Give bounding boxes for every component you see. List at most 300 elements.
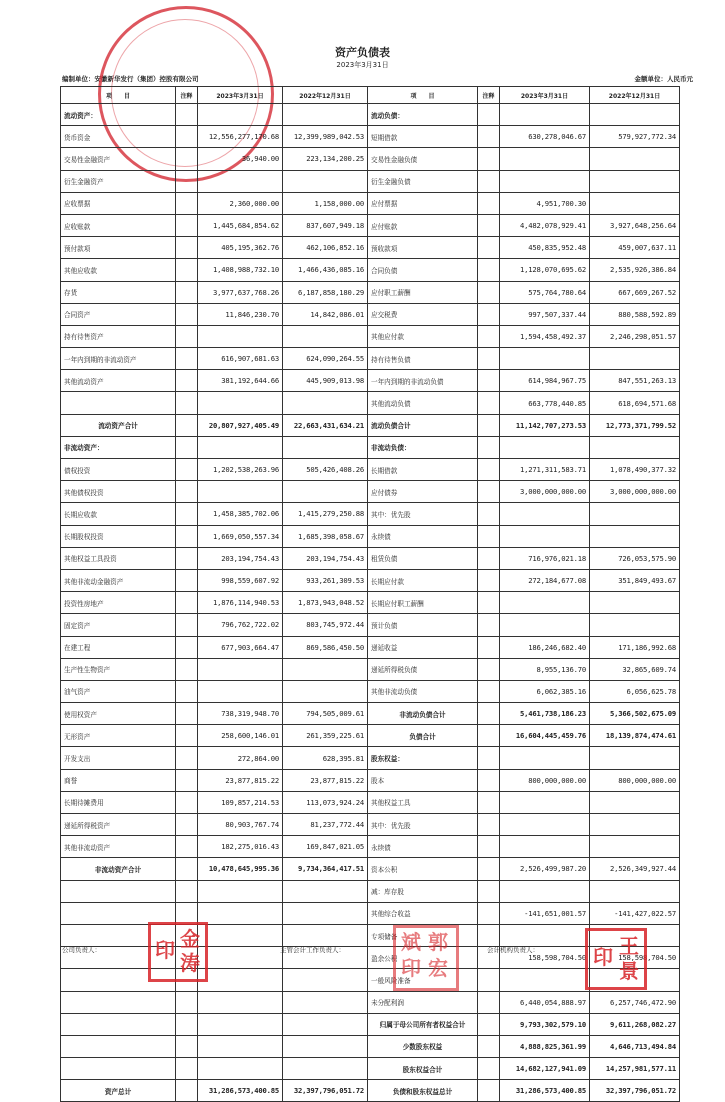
table-row — [61, 392, 680, 414]
asset-note-cell — [176, 281, 198, 303]
asset-item-label — [61, 880, 176, 902]
liability-current-value: 11,142,707,273.53 — [500, 414, 590, 436]
asset-note-cell — [176, 636, 198, 658]
liability-current-value: 663,778,440.85 — [500, 392, 590, 414]
liability-item-label: 应付职工薪酬 — [368, 281, 478, 303]
liability-current-value — [500, 148, 590, 170]
liability-prior-value — [590, 436, 680, 458]
liability-prior-value: 726,053,575.90 — [590, 547, 680, 569]
asset-prior-value: 445,909,013.98 — [283, 370, 368, 392]
asset-note-cell — [176, 814, 198, 836]
asset-prior-value — [283, 880, 368, 902]
asset-item-label: 流动资产合计 — [61, 414, 176, 436]
asset-current-value: 796,762,722.02 — [198, 614, 283, 636]
table-row — [61, 1080, 680, 1102]
liability-note-cell — [478, 192, 500, 214]
asset-current-value: 1,408,988,732.10 — [198, 259, 283, 281]
asset-note-cell — [176, 503, 198, 525]
liability-note-cell — [478, 1080, 500, 1102]
asset-note-cell — [176, 348, 198, 370]
asset-prior-value: 223,134,200.25 — [283, 148, 368, 170]
liability-prior-value: 32,865,609.74 — [590, 658, 680, 680]
asset-prior-value: 794,505,009.61 — [283, 703, 368, 725]
table-row — [61, 547, 680, 569]
asset-note-cell — [176, 237, 198, 259]
asset-current-value: 11,846,230.70 — [198, 303, 283, 325]
asset-current-value: 31,286,573,400.85 — [198, 1080, 283, 1102]
table-row — [61, 259, 680, 281]
asset-current-value — [198, 947, 283, 969]
liability-note-cell — [478, 769, 500, 791]
liability-note-cell — [478, 348, 500, 370]
liability-item-label: 持有待售负债 — [368, 348, 478, 370]
liability-prior-value: 2,246,298,051.57 — [590, 325, 680, 347]
asset-note-cell — [176, 1013, 198, 1035]
asset-item-label: 预付款项 — [61, 237, 176, 259]
asset-note-cell — [176, 104, 198, 126]
liability-item-label: 短期借款 — [368, 126, 478, 148]
liability-current-value: 1,594,458,492.37 — [500, 325, 590, 347]
liability-prior-value: 6,257,746,472.90 — [590, 991, 680, 1013]
asset-item-label: 其他非流动资产 — [61, 836, 176, 858]
asset-current-value — [198, 104, 283, 126]
seal-char: 宏 — [428, 956, 448, 980]
liability-note-cell — [478, 814, 500, 836]
liability-prior-value: 32,397,796,051.72 — [590, 1080, 680, 1102]
asset-prior-value: 22,663,431,634.21 — [283, 414, 368, 436]
liability-current-value — [500, 436, 590, 458]
asset-note-cell — [176, 569, 198, 591]
asset-prior-value: 803,745,972.44 — [283, 614, 368, 636]
asset-prior-value: 12,399,989,042.53 — [283, 126, 368, 148]
asset-prior-value: 261,359,225.61 — [283, 725, 368, 747]
liability-item-label: 衍生金融负债 — [368, 170, 478, 192]
table-row — [61, 703, 680, 725]
table-row — [61, 880, 680, 902]
seal-jin-tao — [148, 922, 208, 982]
table-row — [61, 525, 680, 547]
liability-note-cell — [478, 1035, 500, 1057]
liability-item-label: 其他应付款 — [368, 325, 478, 347]
asset-prior-value: 933,261,309.53 — [283, 569, 368, 591]
asset-current-value: 109,857,214.53 — [198, 791, 283, 813]
liability-prior-value: 1,078,490,377.32 — [590, 459, 680, 481]
seal-char: 王 — [619, 934, 639, 958]
asset-note-cell — [176, 703, 198, 725]
liability-current-value — [500, 525, 590, 547]
liability-current-value: 614,984,967.75 — [500, 370, 590, 392]
liability-item-label: 负债合计 — [368, 725, 478, 747]
liability-prior-value — [590, 836, 680, 858]
liability-item-label: 永续债 — [368, 836, 478, 858]
liability-current-value: -141,651,001.57 — [500, 902, 590, 924]
table-row — [61, 214, 680, 236]
asset-item-label: 长期应收款 — [61, 503, 176, 525]
asset-item-label: 衍生金融资产 — [61, 170, 176, 192]
asset-current-value — [198, 969, 283, 991]
table-row — [61, 1013, 680, 1035]
asset-note-cell — [176, 880, 198, 902]
liability-prior-value — [590, 747, 680, 769]
asset-item-label: 一年内到期的非流动资产 — [61, 348, 176, 370]
asset-current-value — [198, 658, 283, 680]
asset-item-label: 固定资产 — [61, 614, 176, 636]
asset-note-cell — [176, 592, 198, 614]
asset-current-value: 1,202,538,263.96 — [198, 459, 283, 481]
liability-current-value: 9,793,302,579.10 — [500, 1013, 590, 1035]
asset-current-value — [198, 1035, 283, 1057]
asset-item-label: 生产性生物资产 — [61, 658, 176, 680]
liability-note-cell — [478, 525, 500, 547]
asset-current-value: 381,192,644.66 — [198, 370, 283, 392]
report-date: 2023年3月31日 — [336, 61, 389, 69]
liability-item-label: 未分配利润 — [368, 991, 478, 1013]
liability-note-cell — [478, 658, 500, 680]
liability-current-value: 31,286,573,400.85 — [500, 1080, 590, 1102]
liability-item-label: 少数股东权益 — [368, 1035, 478, 1057]
asset-current-value — [198, 991, 283, 1013]
table-row — [61, 769, 680, 791]
table-row — [61, 126, 680, 148]
liability-note-cell — [478, 281, 500, 303]
liability-current-value: 14,682,127,941.09 — [500, 1058, 590, 1080]
asset-current-value: 1,458,385,702.06 — [198, 503, 283, 525]
asset-prior-value — [283, 392, 368, 414]
asset-item-label: 其他权益工具投资 — [61, 547, 176, 569]
asset-note-cell — [176, 436, 198, 458]
asset-item-label: 存货 — [61, 281, 176, 303]
seal-char: 印 — [155, 938, 175, 962]
asset-prior-value: 869,586,450.50 — [283, 636, 368, 658]
liability-note-cell — [478, 214, 500, 236]
liability-item-label: 其中：优先股 — [368, 503, 478, 525]
asset-prior-value — [283, 481, 368, 503]
liability-prior-value: 18,139,874,474.61 — [590, 725, 680, 747]
liability-note-cell — [478, 148, 500, 170]
liability-prior-value: 3,927,648,256.64 — [590, 214, 680, 236]
liability-current-value — [500, 503, 590, 525]
liability-current-value — [500, 747, 590, 769]
liability-note-cell — [478, 325, 500, 347]
table-row — [61, 814, 680, 836]
liability-prior-value: 14,257,981,577.11 — [590, 1058, 680, 1080]
liability-note-cell — [478, 303, 500, 325]
asset-current-value: 12,556,277,170.68 — [198, 126, 283, 148]
asset-current-value: 258,600,146.01 — [198, 725, 283, 747]
asset-prior-value: 23,877,815.22 — [283, 769, 368, 791]
asset-note-cell — [176, 126, 198, 148]
liability-item-label: 交易性金融负债 — [368, 148, 478, 170]
asset-note-cell — [176, 525, 198, 547]
liability-item-label: 流动负债合计 — [368, 414, 478, 436]
asset-note-cell — [176, 769, 198, 791]
asset-current-value — [198, 392, 283, 414]
table-row — [61, 614, 680, 636]
asset-prior-value: 32,397,796,051.72 — [283, 1080, 368, 1102]
liability-prior-value: 5,366,502,675.09 — [590, 703, 680, 725]
asset-current-value: 23,877,815.22 — [198, 769, 283, 791]
asset-item-label: 货币资金 — [61, 126, 176, 148]
table-row — [61, 658, 680, 680]
company-name: 编制单位：安徽新华发行（集团）控股有限公司 — [62, 75, 199, 83]
liability-item-label: 盈余公积 — [368, 947, 478, 969]
table-row — [61, 858, 680, 880]
liability-current-value — [500, 614, 590, 636]
liability-item-label: 永续债 — [368, 525, 478, 547]
page-title: 资产负债表 — [335, 46, 390, 59]
liability-item-label: 其他流动负债 — [368, 392, 478, 414]
asset-current-value — [198, 902, 283, 924]
asset-prior-value: 113,073,924.24 — [283, 791, 368, 813]
seal-char: 斌 — [401, 930, 421, 954]
liability-current-value: 716,976,021.18 — [500, 547, 590, 569]
liability-current-value: 4,482,078,929.41 — [500, 214, 590, 236]
liability-prior-value: 579,927,772.34 — [590, 126, 680, 148]
asset-item-label — [61, 1013, 176, 1035]
liability-prior-value — [590, 192, 680, 214]
liability-note-cell — [478, 858, 500, 880]
liability-prior-value: 2,535,926,386.84 — [590, 259, 680, 281]
liability-prior-value: 12,773,371,799.52 — [590, 414, 680, 436]
liability-item-label: 一年内到期的非流动负债 — [368, 370, 478, 392]
asset-item-label: 流动资产： — [61, 104, 176, 126]
liability-current-value — [500, 104, 590, 126]
liability-note-cell — [478, 636, 500, 658]
asset-prior-value — [283, 436, 368, 458]
asset-item-label: 资产总计 — [61, 1080, 176, 1102]
liability-current-value: 5,461,738,186.23 — [500, 703, 590, 725]
asset-prior-value — [283, 1013, 368, 1035]
seal-char: 涛 — [180, 951, 200, 975]
table-row — [61, 414, 680, 436]
table-row — [61, 148, 680, 170]
asset-item-label: 其他非流动金融资产 — [61, 569, 176, 591]
liability-current-value: 6,062,385.16 — [500, 680, 590, 702]
asset-note-cell — [176, 1080, 198, 1102]
seal-wang-jing — [585, 928, 647, 990]
asset-current-value — [198, 680, 283, 702]
liability-item-label: 减：库存股 — [368, 880, 478, 902]
table-row — [61, 680, 680, 702]
liability-item-label: 非流动负债合计 — [368, 703, 478, 725]
liability-item-label: 其中：优先股 — [368, 814, 478, 836]
liability-current-value: 4,888,825,361.99 — [500, 1035, 590, 1057]
table-row — [61, 991, 680, 1013]
liability-current-value: 1,128,070,695.62 — [500, 259, 590, 281]
liability-item-label: 预收款项 — [368, 237, 478, 259]
asset-item-label: 其他债权投资 — [61, 481, 176, 503]
footer-principal: 公司负责人： — [62, 946, 101, 954]
liability-note-cell — [478, 459, 500, 481]
liability-prior-value — [590, 814, 680, 836]
header-note-right: 注释 — [478, 87, 500, 104]
seal-guo-hong-bin — [393, 925, 459, 991]
table-row — [61, 503, 680, 525]
liability-current-value: 800,000,000.00 — [500, 769, 590, 791]
liability-item-label: 长期应付款 — [368, 569, 478, 591]
asset-note-cell — [176, 725, 198, 747]
asset-current-value — [198, 1058, 283, 1080]
asset-note-cell — [176, 214, 198, 236]
liability-current-value — [500, 969, 590, 991]
liability-note-cell — [478, 569, 500, 591]
asset-prior-value: 837,607,949.18 — [283, 214, 368, 236]
liability-current-value — [500, 836, 590, 858]
asset-current-value: 182,275,016.43 — [198, 836, 283, 858]
asset-item-label: 长期股权投资 — [61, 525, 176, 547]
liability-note-cell — [478, 259, 500, 281]
asset-note-cell — [176, 414, 198, 436]
asset-prior-value: 9,734,364,417.51 — [283, 858, 368, 880]
liability-note-cell — [478, 104, 500, 126]
liability-item-label: 长期借款 — [368, 459, 478, 481]
table-row — [61, 747, 680, 769]
liability-prior-value: 351,849,493.67 — [590, 569, 680, 591]
liability-item-label: 流动负债： — [368, 104, 478, 126]
liability-item-label: 预计负债 — [368, 614, 478, 636]
liability-item-label: 股本 — [368, 769, 478, 791]
liability-prior-value: 6,056,625.78 — [590, 680, 680, 702]
liability-note-cell — [478, 880, 500, 902]
liability-note-cell — [478, 924, 500, 946]
liability-current-value — [500, 592, 590, 614]
liability-note-cell — [478, 991, 500, 1013]
liability-prior-value — [590, 503, 680, 525]
table-row — [61, 459, 680, 481]
asset-item-label: 无形资产 — [61, 725, 176, 747]
asset-note-cell — [176, 614, 198, 636]
table-row — [61, 192, 680, 214]
asset-note-cell — [176, 148, 198, 170]
seal-char: 郭 — [428, 930, 448, 954]
liability-current-value: 575,764,780.64 — [500, 281, 590, 303]
liability-item-label: 负债和股东权益总计 — [368, 1080, 478, 1102]
liability-prior-value — [590, 525, 680, 547]
table-row — [61, 592, 680, 614]
liability-item-label: 应付债券 — [368, 481, 478, 503]
liability-current-value: 186,246,682.40 — [500, 636, 590, 658]
liability-note-cell — [478, 703, 500, 725]
liability-current-value — [500, 348, 590, 370]
asset-note-cell — [176, 747, 198, 769]
liability-item-label: 其他权益工具 — [368, 791, 478, 813]
liability-prior-value — [590, 791, 680, 813]
liability-current-value: 1,271,311,583.71 — [500, 459, 590, 481]
asset-prior-value — [283, 1035, 368, 1057]
liability-item-label: 一般风险准备 — [368, 969, 478, 991]
asset-current-value — [198, 170, 283, 192]
liability-note-cell — [478, 481, 500, 503]
table-row — [61, 725, 680, 747]
table-row — [61, 1058, 680, 1080]
liability-prior-value — [590, 880, 680, 902]
liability-item-label: 递延所得税负债 — [368, 658, 478, 680]
asset-note-cell — [176, 858, 198, 880]
liability-current-value — [500, 880, 590, 902]
liability-prior-value — [590, 170, 680, 192]
table-row — [61, 370, 680, 392]
liability-prior-value: 847,551,263.13 — [590, 370, 680, 392]
liability-note-cell — [478, 969, 500, 991]
liability-note-cell — [478, 547, 500, 569]
asset-prior-value — [283, 658, 368, 680]
asset-current-value: 36,940.00 — [198, 148, 283, 170]
asset-prior-value — [283, 325, 368, 347]
liability-item-label: 递延收益 — [368, 636, 478, 658]
table-row — [61, 104, 680, 126]
liability-note-cell — [478, 370, 500, 392]
liability-item-label: 租赁负债 — [368, 547, 478, 569]
asset-current-value — [198, 325, 283, 347]
liability-item-label: 合同负债 — [368, 259, 478, 281]
asset-note-cell — [176, 459, 198, 481]
liability-prior-value — [590, 614, 680, 636]
header-item-left: 项 目 — [61, 87, 176, 104]
asset-prior-value — [283, 969, 368, 991]
asset-current-value: 677,903,664.47 — [198, 636, 283, 658]
liability-prior-value: 158,598,704.50 — [590, 947, 680, 969]
asset-current-value: 616,907,681.63 — [198, 348, 283, 370]
asset-note-cell — [176, 791, 198, 813]
table-row — [61, 325, 680, 347]
asset-prior-value: 624,090,264.55 — [283, 348, 368, 370]
table-row — [61, 481, 680, 503]
asset-item-label: 商誉 — [61, 769, 176, 791]
liability-note-cell — [478, 680, 500, 702]
asset-prior-value: 1,466,436,085.16 — [283, 259, 368, 281]
asset-current-value: 998,559,607.92 — [198, 569, 283, 591]
asset-item-label: 使用权资产 — [61, 703, 176, 725]
asset-item-label: 长期待摊费用 — [61, 791, 176, 813]
liability-item-label: 应付票据 — [368, 192, 478, 214]
liability-current-value: 8,955,136.70 — [500, 658, 590, 680]
liability-prior-value: 667,669,267.52 — [590, 281, 680, 303]
liability-current-value: 6,440,054,888.97 — [500, 991, 590, 1013]
liability-prior-value: 2,526,349,927.44 — [590, 858, 680, 880]
asset-note-cell — [176, 547, 198, 569]
asset-note-cell — [176, 259, 198, 281]
liability-prior-value — [590, 104, 680, 126]
asset-item-label: 其他应收款 — [61, 259, 176, 281]
asset-note-cell — [176, 481, 198, 503]
liability-current-value: 3,000,000,000.00 — [500, 481, 590, 503]
liability-note-cell — [478, 436, 500, 458]
asset-item-label — [61, 991, 176, 1013]
table-row — [61, 436, 680, 458]
asset-current-value — [198, 924, 283, 946]
liability-note-cell — [478, 126, 500, 148]
table-row — [61, 836, 680, 858]
header-note-left: 注释 — [176, 87, 198, 104]
footer-accounting-dept: 会计机构负责人： — [487, 946, 539, 954]
seal-char: 印 — [593, 945, 613, 969]
asset-current-value: 3,977,637,768.26 — [198, 281, 283, 303]
header-item-right: 项 目 — [368, 87, 478, 104]
asset-current-value: 2,360,000.00 — [198, 192, 283, 214]
asset-item-label: 递延所得税资产 — [61, 814, 176, 836]
asset-prior-value: 203,194,754.43 — [283, 547, 368, 569]
table-row — [61, 569, 680, 591]
currency-unit: 金额单位：人民币元 — [634, 75, 693, 83]
asset-note-cell — [176, 680, 198, 702]
asset-prior-value: 14,842,086.01 — [283, 303, 368, 325]
seal-char: 金 — [180, 927, 200, 951]
liability-item-label: 股东权益： — [368, 747, 478, 769]
asset-item-label — [61, 1035, 176, 1057]
asset-item-label: 交易性金融资产 — [61, 148, 176, 170]
asset-current-value: 1,876,114,940.53 — [198, 592, 283, 614]
asset-current-value: 1,669,050,557.34 — [198, 525, 283, 547]
